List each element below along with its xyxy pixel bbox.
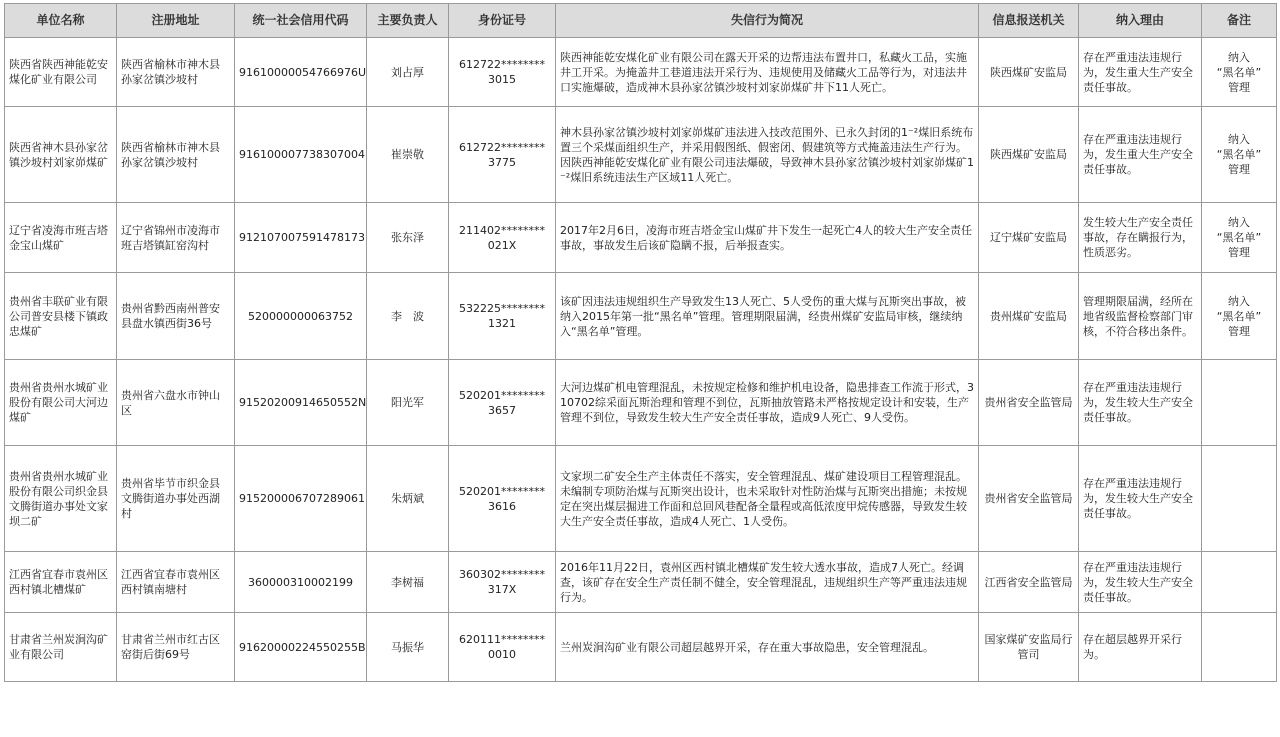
address-cell: 辽宁省锦州市凌海市班吉塔镇缸窑沟村 — [117, 203, 235, 273]
id-number-line: 317X — [487, 583, 517, 596]
authority-cell: 贵州煤矿安监局 — [979, 273, 1079, 360]
id-number-cell — [449, 38, 556, 107]
id-number-line: 3015 — [488, 73, 516, 86]
table-row — [5, 273, 1277, 360]
person-cell: 刘占厚 — [367, 38, 449, 107]
table-row — [5, 552, 1277, 613]
note-cell — [1202, 273, 1277, 360]
id-number-line: 532225******** — [459, 302, 545, 315]
note-line: 纳入 — [1228, 294, 1250, 308]
reason-cell: 存在严重违法违规行为，发生重大生产安全责任事故。 — [1079, 107, 1202, 203]
table-row — [5, 107, 1277, 203]
id-number-line: 520201******** — [459, 484, 545, 498]
behavior-cell: 陕西神能乾安煤化矿业有限公司在露天开采的边帮违法布置井口，私藏火工品，实施井工开采。为掩盖井工巷道违法开采行为、违规使用及储藏火工品等行为，对违法井口实施爆破，造成神木县孙家岔镇沙坡村刘家峁煤矿井下11人死亡。 — [556, 38, 979, 107]
note-cell — [1202, 360, 1277, 446]
reason-cell: 存在严重违法违规行为，发生较大生产安全责任事故。 — [1079, 446, 1202, 552]
company-name-cell: 陕西省陕西神能乾安煤化矿业有限公司 — [5, 38, 117, 107]
authority-cell: 国家煤矿安监局行管司 — [979, 613, 1079, 682]
credit-code-cell: 915200006707289061 — [235, 446, 367, 552]
behavior-cell: 文家坝二矿安全生产主体责任不落实，安全管理混乱、煤矿建设项目工程管理混乱。未编制专项防治煤与瓦斯突出设计，也未采取针对性防治煤与瓦斯突出措施；未按规定在突出煤层掘进工作面和总回风巷配备全量程或高低浓度甲烷传感器，导致发生较大生产安全责任事故，造成4人死亡、1人受伤。 — [556, 446, 979, 552]
id-number-line: 520201******** — [459, 388, 545, 402]
id-number-line: 612722******** — [459, 140, 545, 154]
note-cell — [1202, 446, 1277, 552]
id-number-line: 3657 — [488, 403, 516, 417]
table-row — [5, 203, 1277, 273]
id-number-line: 211402******** — [459, 223, 545, 237]
id-number-line: 360302******** — [459, 568, 545, 581]
header-cell: 单位名称 — [5, 4, 117, 38]
id-number-line: 021X — [487, 238, 517, 252]
reason-cell: 存在超层越界开采行为。 — [1079, 613, 1202, 682]
id-number-cell — [449, 446, 556, 552]
id-number-cell — [449, 613, 556, 682]
reason-cell: 存在严重违法违规行为，发生较大生产安全责任事故。 — [1079, 360, 1202, 446]
reason-cell: 管理期限届满，经所在地省级监督检察部门审核，不符合移出条件。 — [1079, 273, 1202, 360]
reason-cell: 发生较大生产安全责任事故，存在瞒报行为，性质恶劣。 — [1079, 203, 1202, 273]
id-number-line: 3616 — [488, 499, 516, 513]
person-cell: 李 波 — [367, 273, 449, 360]
person-cell: 朱炳斌 — [367, 446, 449, 552]
header-cell: 注册地址 — [117, 4, 235, 38]
authority-cell: 江西省安全监管局 — [979, 552, 1079, 613]
authority-cell: 贵州省安全监管局 — [979, 446, 1079, 552]
table-row — [5, 38, 1277, 107]
header-cell: 纳入理由 — [1079, 4, 1202, 38]
note-line: “黑名单” — [1216, 231, 1262, 244]
reason-cell: 存在严重违法违规行为，发生重大生产安全责任事故。 — [1079, 38, 1202, 107]
note-line: 管理 — [1228, 246, 1250, 259]
id-number-line: 3775 — [488, 155, 516, 169]
credit-code-cell: 91620000224550255B — [235, 613, 367, 682]
company-name-cell: 甘肃省兰州炭涧沟矿业有限公司 — [5, 613, 117, 682]
authority-cell: 陕西煤矿安监局 — [979, 38, 1079, 107]
note-line: 管理 — [1228, 163, 1250, 176]
behavior-cell: 2017年2月6日，凌海市班吉塔金宝山煤矿井下发生一起死亡4人的较大生产安全责任事故，事故发生后该矿隐瞒不报，后举报查实。 — [556, 203, 979, 273]
person-cell: 李树福 — [367, 552, 449, 613]
behavior-cell: 神木县孙家岔镇沙坡村刘家峁煤矿违法进入技改范围外、已永久封闭的1⁻²煤旧系统布置三个采煤面组织生产，并采用假图纸、假密闭、假建筑等方式掩盖违法生产行为。因陕西神能乾安煤化矿业有限公司违法爆破，导致神木县孙家岔镇沙坡村刘家峁煤矿1⁻²煤旧系统违法生产区域11人死亡。 — [556, 107, 979, 203]
id-number-cell — [449, 107, 556, 203]
address-cell: 贵州省六盘水市钟山区 — [117, 360, 235, 446]
id-number-line: 0010 — [488, 648, 516, 661]
address-cell: 甘肃省兰州市红古区窑街后街69号 — [117, 613, 235, 682]
person-cell: 崔崇敬 — [367, 107, 449, 203]
header-cell: 主要负责人 — [367, 4, 449, 38]
credit-code-cell: 912107007591478173 — [235, 203, 367, 273]
address-cell: 陕西省榆林市神木县孙家岔镇沙坡村 — [117, 38, 235, 107]
id-number-cell — [449, 552, 556, 613]
person-cell: 阳光军 — [367, 360, 449, 446]
note-line: 纳入 — [1228, 133, 1250, 146]
note-line: “黑名单” — [1216, 65, 1262, 79]
note-line: “黑名单” — [1216, 148, 1262, 161]
id-number-line: 1321 — [488, 317, 516, 330]
table-row — [5, 360, 1277, 446]
company-name-cell: 江西省宜春市袁州区西村镇北槽煤矿 — [5, 552, 117, 613]
note-line: 管理 — [1228, 80, 1250, 94]
note-cell — [1202, 613, 1277, 682]
person-cell: 张东泽 — [367, 203, 449, 273]
authority-cell: 陕西煤矿安监局 — [979, 107, 1079, 203]
note-cell — [1202, 552, 1277, 613]
header-cell: 身份证号 — [449, 4, 556, 38]
credit-code-cell: 91610000054766976U — [235, 38, 367, 107]
note-line: “黑名单” — [1216, 309, 1262, 323]
table-row — [5, 613, 1277, 682]
note-line: 管理 — [1228, 324, 1250, 338]
behavior-cell: 大河边煤矿机电管理混乱，未按规定检修和维护机电设备，隐患排查工作流于形式，310702综采面瓦斯治理和管理不到位，瓦斯抽放管路未严格按规定设计和安装，生产管理不到位，导致发生较大生产安全责任事故，造成9人死亡、9人受伤。 — [556, 360, 979, 446]
behavior-cell: 兰州炭涧沟矿业有限公司超层越界开采，存在重大事故隐患，安全管理混乱。 — [556, 613, 979, 682]
id-number-cell — [449, 360, 556, 446]
address-cell: 贵州省黔西南州普安县盘水镇西街36号 — [117, 273, 235, 360]
address-cell: 陕西省榆林市神木县孙家岔镇沙坡村 — [117, 107, 235, 203]
address-cell: 贵州省毕节市织金县文腾街道办事处西湖村 — [117, 446, 235, 552]
company-name-cell: 贵州省丰联矿业有限公司普安县楼下镇政忠煤矿 — [5, 273, 117, 360]
authority-cell: 贵州省安全监管局 — [979, 360, 1079, 446]
id-number-line: 612722******** — [459, 58, 545, 71]
company-name-cell: 陕西省神木县孙家岔镇沙坡村刘家峁煤矿 — [5, 107, 117, 203]
note-line: 纳入 — [1228, 216, 1250, 229]
company-name-cell: 贵州省贵州水城矿业股份有限公司织金县文腾街道办事处文家坝二矿 — [5, 446, 117, 552]
authority-cell: 辽宁煤矿安监局 — [979, 203, 1079, 273]
blacklist-table — [4, 3, 1277, 682]
header-cell: 统一社会信用代码 — [235, 4, 367, 38]
header-cell: 失信行为简况 — [556, 4, 979, 38]
header-cell: 备注 — [1202, 4, 1277, 38]
credit-code-cell: 916100007738307004 — [235, 107, 367, 203]
person-cell: 马振华 — [367, 613, 449, 682]
header-row — [5, 4, 1277, 38]
address-cell: 江西省宜春市袁州区西村镇南塘村 — [117, 552, 235, 613]
note-cell — [1202, 107, 1277, 203]
header-cell: 信息报送机关 — [979, 4, 1079, 38]
id-number-line: 620111******** — [459, 633, 545, 646]
reason-cell: 存在严重违法违规行为，发生较大生产安全责任事故。 — [1079, 552, 1202, 613]
table-row — [5, 446, 1277, 552]
id-number-cell — [449, 203, 556, 273]
company-name-cell: 贵州省贵州水城矿业股份有限公司大河边煤矿 — [5, 360, 117, 446]
company-name-cell: 辽宁省凌海市班吉塔金宝山煤矿 — [5, 203, 117, 273]
note-cell — [1202, 38, 1277, 107]
behavior-cell: 该矿因违法违规组织生产导致发生13人死亡、5人受伤的重大煤与瓦斯突出事故，被纳入2015年第一批“黑名单”管理。管理期限届满，经贵州煤矿安监局审核，继续纳入“黑名单”管理。 — [556, 273, 979, 360]
credit-code-cell: 91520200914650552N — [235, 360, 367, 446]
credit-code-cell: 360000310002199 — [235, 552, 367, 613]
behavior-cell: 2016年11月22日，袁州区西村镇北槽煤矿发生较大透水事故，造成7人死亡。经调查，该矿存在安全生产责任制不健全，安全管理混乱，违规组织生产等严重违法违规行为。 — [556, 552, 979, 613]
note-line: 纳入 — [1228, 50, 1250, 64]
id-number-cell — [449, 273, 556, 360]
note-cell — [1202, 203, 1277, 273]
credit-code-cell: 520000000063752 — [235, 273, 367, 360]
